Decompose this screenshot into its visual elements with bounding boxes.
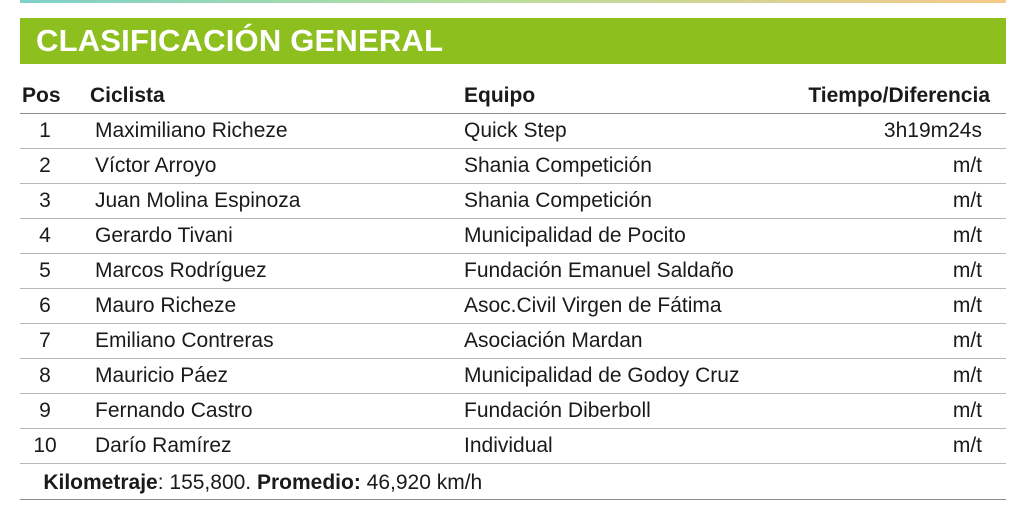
rider-cell: Fernando Castro bbox=[95, 399, 253, 422]
team-cell: Municipalidad de Pocito bbox=[464, 224, 686, 247]
pos-cell: 7 bbox=[39, 329, 51, 352]
pos-cell: 5 bbox=[39, 259, 51, 282]
rider-cell: Mauro Richeze bbox=[95, 294, 237, 317]
team-cell: Individual bbox=[464, 434, 553, 457]
pos-cell: 10 bbox=[33, 434, 57, 457]
pos-cell: 9 bbox=[39, 399, 51, 422]
time-cell: m/t bbox=[952, 259, 982, 282]
team-cell: Fundación Emanuel Saldaño bbox=[464, 259, 734, 282]
header-team: Equipo bbox=[464, 83, 536, 107]
table-row bbox=[20, 254, 1006, 289]
rider-cell: Gerardo Tivani bbox=[95, 224, 233, 247]
team-cell: Asociación Mardan bbox=[464, 329, 643, 352]
time-cell: m/t bbox=[952, 329, 982, 352]
pos-cell: 3 bbox=[39, 189, 51, 212]
team-cell: Municipalidad de Godoy Cruz bbox=[464, 364, 740, 387]
team-cell: Asoc.Civil Virgen de Fátima bbox=[464, 294, 722, 317]
page-title: CLASIFICACIÓN GENERAL bbox=[36, 23, 444, 58]
team-cell: Shania Competición bbox=[464, 154, 652, 177]
average-value: 46,920 km/h bbox=[360, 470, 483, 494]
race-summary bbox=[20, 466, 1006, 500]
rider-cell: Mauricio Páez bbox=[95, 364, 229, 387]
table-row bbox=[20, 289, 1006, 324]
table-row bbox=[20, 324, 1006, 359]
standings-table bbox=[20, 78, 1006, 464]
rider-cell: Víctor Arroyo bbox=[95, 154, 217, 177]
table-row bbox=[20, 359, 1006, 394]
time-cell: m/t bbox=[952, 399, 982, 422]
rider-cell: Darío Ramírez bbox=[95, 434, 232, 457]
time-cell: m/t bbox=[952, 364, 982, 387]
average-label: Promedio: bbox=[256, 470, 361, 494]
rider-cell: Emiliano Contreras bbox=[95, 329, 274, 352]
pos-cell: 2 bbox=[39, 154, 51, 177]
team-cell: Fundación Diberboll bbox=[464, 399, 651, 422]
rider-cell: Maximiliano Richeze bbox=[95, 119, 288, 142]
time-cell: 3h19m24s bbox=[883, 119, 982, 142]
pos-cell: 4 bbox=[39, 224, 51, 247]
table-row bbox=[20, 149, 1006, 184]
header-pos: Pos bbox=[22, 83, 61, 107]
table-header-row bbox=[20, 78, 1006, 114]
team-cell: Quick Step bbox=[464, 119, 567, 142]
pos-cell: 1 bbox=[39, 119, 51, 142]
rider-cell: Juan Molina Espinoza bbox=[95, 189, 301, 212]
table-row bbox=[20, 219, 1006, 254]
table-row bbox=[20, 394, 1006, 429]
rider-cell: Marcos Rodríguez bbox=[95, 259, 267, 282]
distance-label: Kilometraje bbox=[43, 470, 158, 494]
table-row bbox=[20, 184, 1006, 219]
time-cell: m/t bbox=[952, 189, 982, 212]
time-cell: m/t bbox=[952, 154, 982, 177]
time-cell: m/t bbox=[952, 434, 982, 457]
table-row bbox=[20, 114, 1006, 149]
team-cell: Shania Competición bbox=[464, 189, 652, 212]
pos-cell: 8 bbox=[39, 364, 51, 387]
header-rider: Ciclista bbox=[90, 83, 165, 107]
distance-value: : 155,800. bbox=[157, 470, 257, 494]
time-cell: m/t bbox=[952, 294, 982, 317]
title-banner bbox=[20, 18, 1006, 64]
time-cell: m/t bbox=[952, 224, 982, 247]
top-color-strip bbox=[20, 0, 1006, 3]
header-time: Tiempo/Diferencia bbox=[808, 83, 990, 107]
pos-cell: 6 bbox=[39, 294, 51, 317]
